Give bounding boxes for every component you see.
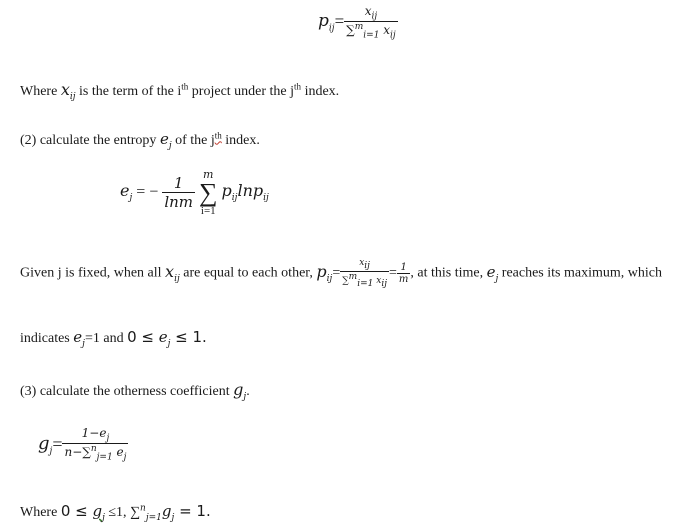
- text-where-gj-sum: Where $0 \le g_j \le 1$, $\sum^n_{j=1}g_j = 1$.: [20, 502, 211, 523]
- eq2-summation: m ∑ i=1: [199, 168, 218, 217]
- eq3-fraction: $\frac{1-e_j}{n-\sum^n_{j=1} e_j}$: [64, 426, 127, 463]
- eq1-fraction: $\frac{x_{ij}}{\sum^m_{i=1} x_{ij}}$: [346, 4, 396, 41]
- eq2-fraction: $\frac{1}{\ln m}$: [164, 174, 193, 211]
- text-where-xij: Where $x_{ij}$ is the term of the $i^{th}$ project under the $j^{th}$ index.: [20, 80, 340, 103]
- text-step3-otherness: (3) calculate the otherness coefficient $g_j$.: [20, 380, 250, 403]
- text-step2-entropy: (2) calculate the entropy $e_j$ of the $j^{th}$ index.: [20, 130, 260, 151]
- equation-pij: $p_{ij}=$ $\frac{x_{ij}}{\sum^m_{i=1} x_{ij}}$: [318, 4, 396, 41]
- equation-gj: $g_j=$ $\frac{1-e_j}{n-\sum^n_{j=1} e_j}$: [38, 426, 127, 463]
- eq1-lhs: $p_{ij}$: [318, 11, 335, 34]
- text-indicates-ej: indicates $e_j=1$ and $0 \le e_j \le 1$.: [20, 328, 207, 349]
- equation-ej: $e_j$ = − $\frac{1}{\ln m}$ m ∑ i=1 $p_{ij}\ln p_{ij}$: [120, 168, 269, 217]
- text-given-j-fixed: Given j is fixed, when all $x_{ij}$ are equal to each other, $p_{ij}=$ $\frac{x_{ij}}{\sum^m_{i=1} x_{ij}}$ = $\frac{1}{m}$ , at this time, $e_j$ reaches its maximum, which: [20, 258, 662, 289]
